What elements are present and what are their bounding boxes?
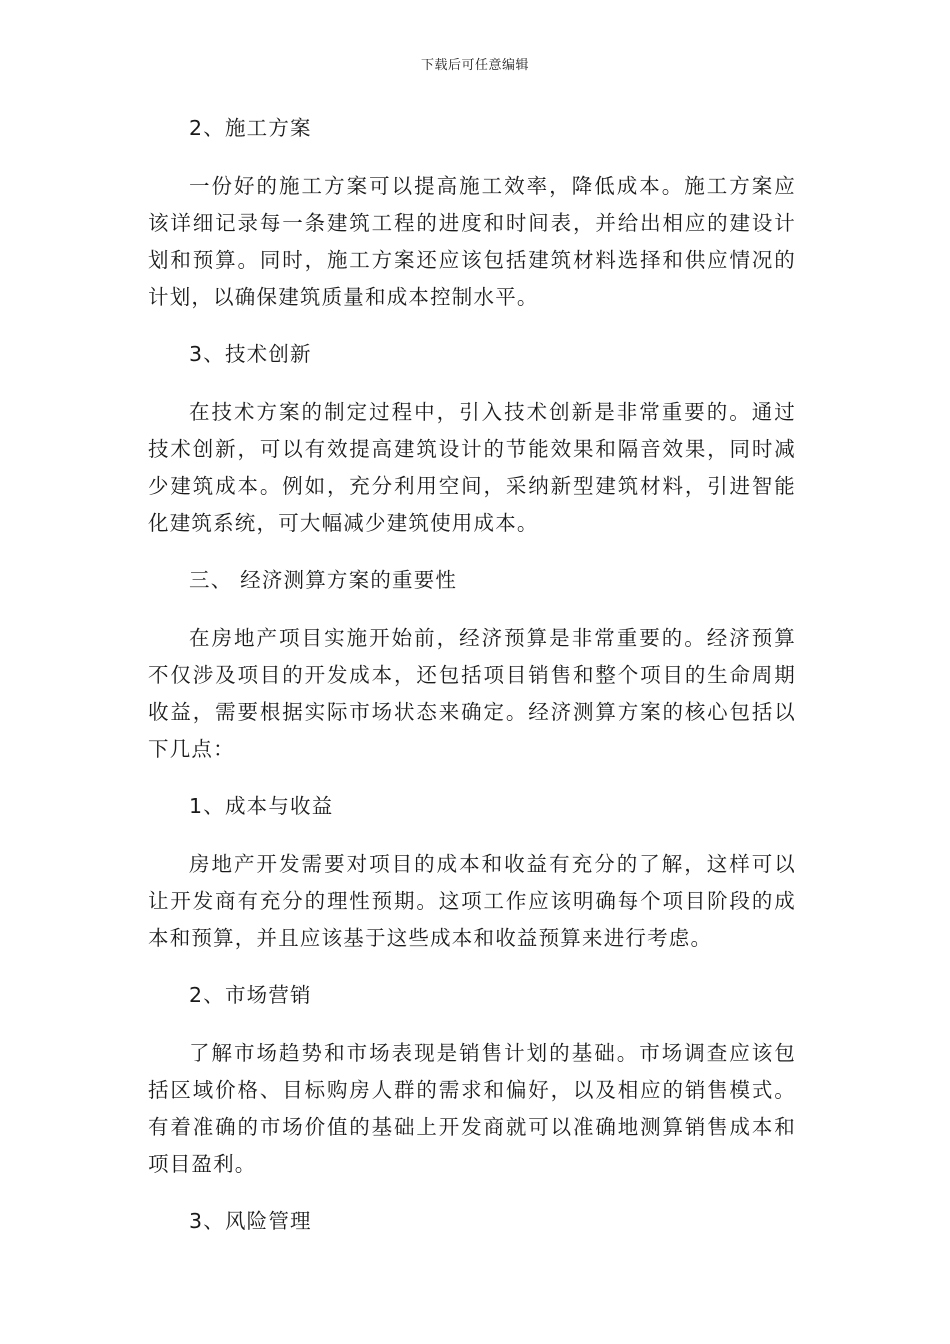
section-heading: 2、施工方案 — [189, 116, 312, 140]
spacer — [148, 957, 796, 977]
paragraph: 在技术方案的制定过程中，引入技术创新是非常重要的。通过技术创新，可以有效提高建筑设计的节能效果和隔音效果，同时减少建筑成本。例如，充分利用空间，采纳新型建筑材料，引进智能化建筑系统，可大幅减少建筑使用成本。 — [148, 400, 796, 535]
spacer — [148, 316, 796, 336]
spacer — [148, 598, 796, 620]
spacer — [148, 146, 796, 168]
paragraph: 一份好的施工方案可以提高施工效率，降低成本。施工方案应该详细记录每一条建筑工程的进度和时间表，并给出相应的建设计划和预算。同时，施工方案还应该包括建筑材料选择和供应情况的计划，以确保建筑质量和成本控制水平。 — [148, 174, 796, 309]
spacer — [148, 372, 796, 394]
paragraph: 了解市场趋势和市场表现是销售计划的基础。市场调查应该包括区域价格、目标购房人群的需求和偏好，以及相应的销售模式。有着准确的市场价值的基础上开发商就可以准确地测算销售成本和项目盈利。 — [148, 1041, 796, 1176]
section-heading: 三、 经济测算方案的重要性 — [189, 568, 458, 592]
section-heading: 3、技术创新 — [189, 342, 312, 366]
document-body — [148, 110, 796, 1239]
spacer — [148, 1183, 796, 1203]
spacer — [148, 542, 796, 562]
section-heading: 2、市场营销 — [189, 983, 312, 1007]
spacer — [148, 768, 796, 788]
spacer — [148, 824, 796, 846]
page-header-note: 下载后可任意编辑 — [420, 58, 529, 73]
section-heading: 1、成本与收益 — [189, 794, 334, 818]
paragraph: 房地产开发需要对项目的成本和收益有充分的了解，这样可以让开发商有充分的理性预期。这项工作应该明确每个项目阶段的成本和预算，并且应该基于这些成本和收益预算来进行考虑。 — [148, 852, 796, 950]
spacer — [148, 1013, 796, 1035]
paragraph: 在房地产项目实施开始前，经济预算是非常重要的。经济预算不仅涉及项目的开发成本，还包括项目销售和整个项目的生命周期收益，需要根据实际市场状态来确定。经济测算方案的核心包括以下几点： — [148, 626, 796, 761]
section-heading: 3、风险管理 — [189, 1209, 312, 1233]
